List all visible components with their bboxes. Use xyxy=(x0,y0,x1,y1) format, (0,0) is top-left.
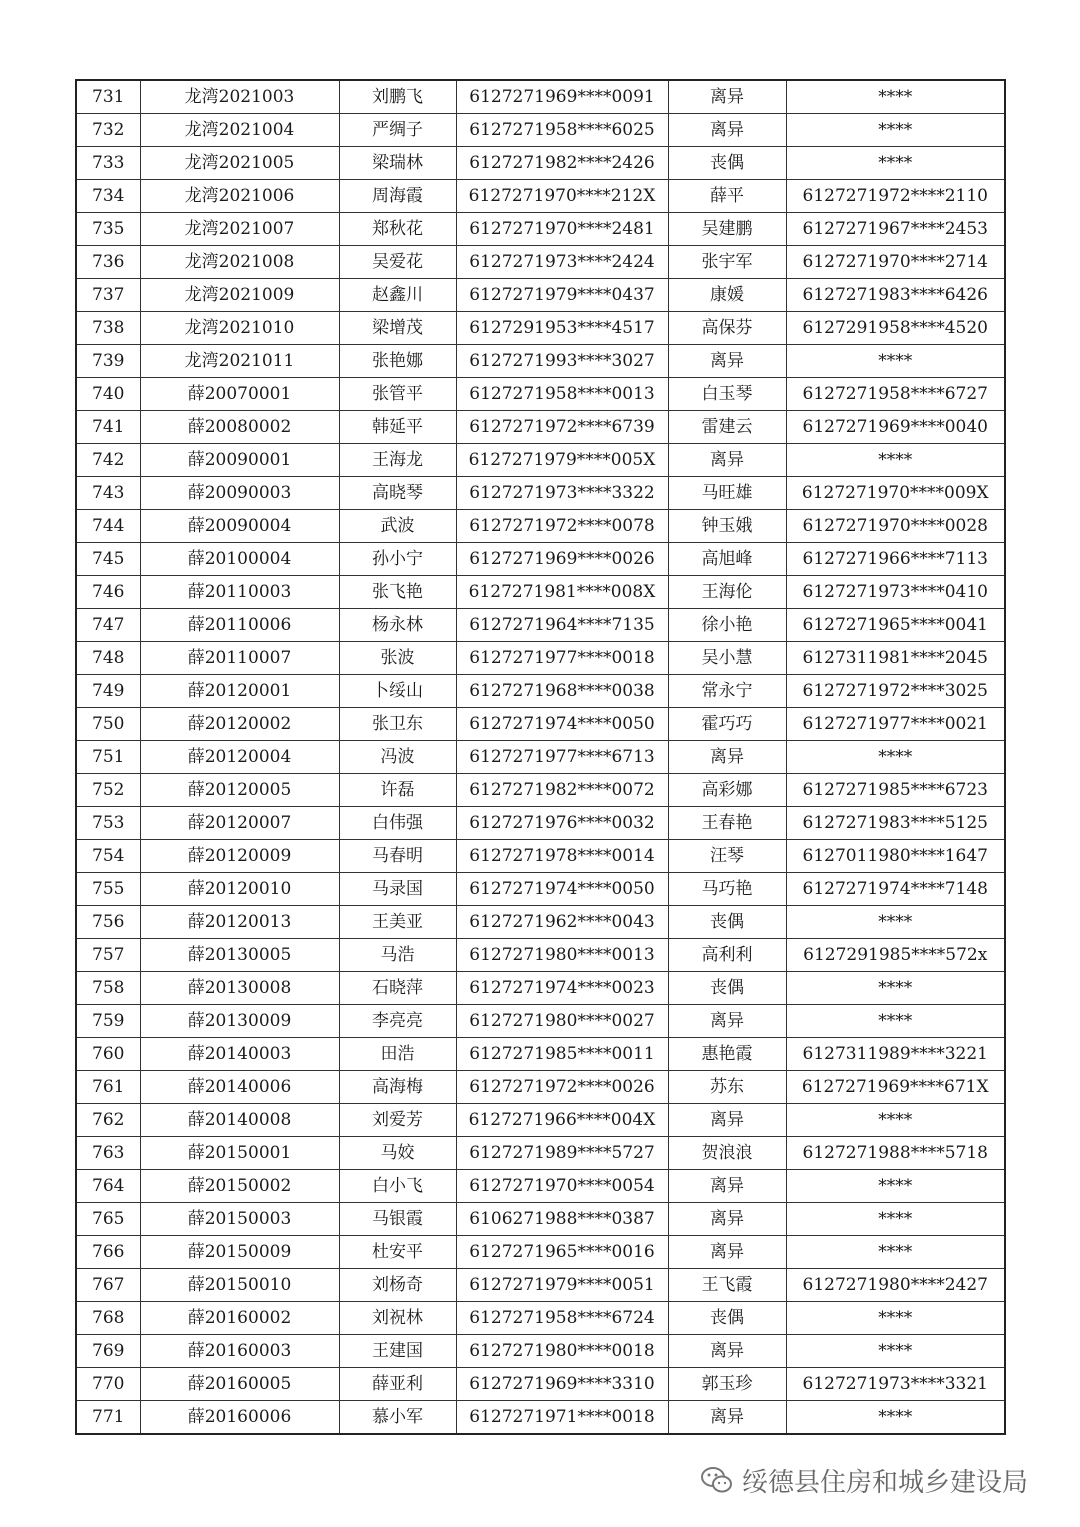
registration-code: 薛20110003 xyxy=(140,576,339,609)
spouse-id: 6127271970****009X xyxy=(786,477,1005,510)
applicant-name: 王建国 xyxy=(339,1335,456,1368)
applicant-id: 6127271958****6025 xyxy=(456,114,668,147)
applicant-id: 6127271989****5727 xyxy=(456,1137,668,1170)
row-number: 742 xyxy=(76,444,140,477)
row-number: 739 xyxy=(76,345,140,378)
spouse-name: 王海伦 xyxy=(668,576,786,609)
applicant-id: 6127271972****0026 xyxy=(456,1071,668,1104)
applicant-name: 赵鑫川 xyxy=(339,279,456,312)
registration-code: 薛20110006 xyxy=(140,609,339,642)
applicant-name: 刘鹏飞 xyxy=(339,80,456,114)
table-row xyxy=(76,807,1005,840)
row-number: 731 xyxy=(76,80,140,114)
table-row xyxy=(76,906,1005,939)
applicant-name: 张卫东 xyxy=(339,708,456,741)
spouse-name: 丧偶 xyxy=(668,1302,786,1335)
spouse-id: **** xyxy=(786,147,1005,180)
spouse-id: 6127271973****3321 xyxy=(786,1368,1005,1401)
applicant-name: 韩延平 xyxy=(339,411,456,444)
applicant-name: 石晓萍 xyxy=(339,972,456,1005)
applicant-id: 6127271965****0016 xyxy=(456,1236,668,1269)
spouse-name: 离异 xyxy=(668,1203,786,1236)
spouse-name: 张宇军 xyxy=(668,246,786,279)
spouse-name: 高利利 xyxy=(668,939,786,972)
spouse-id: **** xyxy=(786,345,1005,378)
row-number: 748 xyxy=(76,642,140,675)
row-number: 758 xyxy=(76,972,140,1005)
applicant-id: 6127271969****0091 xyxy=(456,80,668,114)
registration-code: 薛20150003 xyxy=(140,1203,339,1236)
table-row xyxy=(76,675,1005,708)
applicant-id: 6127271978****0014 xyxy=(456,840,668,873)
spouse-name: 丧偶 xyxy=(668,147,786,180)
table-row xyxy=(76,510,1005,543)
table-row xyxy=(76,1137,1005,1170)
registration-code: 龙湾2021011 xyxy=(140,345,339,378)
applicant-name: 王海龙 xyxy=(339,444,456,477)
applicant-id: 6127271966****004X xyxy=(456,1104,668,1137)
registration-code: 龙湾2021003 xyxy=(140,80,339,114)
row-number: 733 xyxy=(76,147,140,180)
spouse-id: **** xyxy=(786,80,1005,114)
row-number: 735 xyxy=(76,213,140,246)
applicant-name: 孙小宁 xyxy=(339,543,456,576)
spouse-name: 白玉琴 xyxy=(668,378,786,411)
applicant-name: 马银霞 xyxy=(339,1203,456,1236)
spouse-id: **** xyxy=(786,1170,1005,1203)
row-number: 740 xyxy=(76,378,140,411)
table-row xyxy=(76,444,1005,477)
registration-code: 薛20160005 xyxy=(140,1368,339,1401)
spouse-name: 贺浪浪 xyxy=(668,1137,786,1170)
spouse-name: 霍巧巧 xyxy=(668,708,786,741)
table-row xyxy=(76,80,1005,114)
applicant-name: 高晓琴 xyxy=(339,477,456,510)
applicant-name: 刘杨奇 xyxy=(339,1269,456,1302)
table-row xyxy=(76,1302,1005,1335)
registration-code: 薛20090003 xyxy=(140,477,339,510)
applicant-id: 6127271982****0072 xyxy=(456,774,668,807)
applicant-name: 张管平 xyxy=(339,378,456,411)
table-row xyxy=(76,1071,1005,1104)
row-number: 761 xyxy=(76,1071,140,1104)
spouse-id: **** xyxy=(786,1335,1005,1368)
applicant-id: 6127271970****0054 xyxy=(456,1170,668,1203)
row-number: 744 xyxy=(76,510,140,543)
table-row xyxy=(76,609,1005,642)
registration-code: 薛20120004 xyxy=(140,741,339,774)
spouse-name: 高彩娜 xyxy=(668,774,786,807)
applicant-name: 冯波 xyxy=(339,741,456,774)
registration-code: 薛20070001 xyxy=(140,378,339,411)
registration-code: 薛20130005 xyxy=(140,939,339,972)
applicant-name: 武波 xyxy=(339,510,456,543)
row-number: 737 xyxy=(76,279,140,312)
applicant-id: 6127271980****0013 xyxy=(456,939,668,972)
applicant-name: 白小飞 xyxy=(339,1170,456,1203)
spouse-id: 6127271970****0028 xyxy=(786,510,1005,543)
spouse-name: 马旺雄 xyxy=(668,477,786,510)
row-number: 769 xyxy=(76,1335,140,1368)
registration-code: 薛20100004 xyxy=(140,543,339,576)
row-number: 762 xyxy=(76,1104,140,1137)
spouse-name: 雷建云 xyxy=(668,411,786,444)
spouse-name: 离异 xyxy=(668,1104,786,1137)
row-number: 738 xyxy=(76,312,140,345)
table-row xyxy=(76,741,1005,774)
row-number: 751 xyxy=(76,741,140,774)
table-row xyxy=(76,1236,1005,1269)
applicant-id: 6127271970****212X xyxy=(456,180,668,213)
applicant-name: 白伟强 xyxy=(339,807,456,840)
spouse-id: 6127271983****6426 xyxy=(786,279,1005,312)
spouse-id: **** xyxy=(786,1236,1005,1269)
applicant-id: 6127271972****6739 xyxy=(456,411,668,444)
applicant-name: 梁增茂 xyxy=(339,312,456,345)
spouse-id: 6127291985****572x xyxy=(786,939,1005,972)
row-number: 736 xyxy=(76,246,140,279)
spouse-id: **** xyxy=(786,114,1005,147)
table-row xyxy=(76,1104,1005,1137)
spouse-name: 钟玉娥 xyxy=(668,510,786,543)
applicant-name: 田浩 xyxy=(339,1038,456,1071)
row-number: 754 xyxy=(76,840,140,873)
spouse-name: 常永宁 xyxy=(668,675,786,708)
row-number: 753 xyxy=(76,807,140,840)
row-number: 765 xyxy=(76,1203,140,1236)
table-row xyxy=(76,1203,1005,1236)
table-row xyxy=(76,312,1005,345)
spouse-name: 惠艳霞 xyxy=(668,1038,786,1071)
applicant-name: 许磊 xyxy=(339,774,456,807)
applicant-name: 严绸子 xyxy=(339,114,456,147)
applicant-name: 张波 xyxy=(339,642,456,675)
applicant-name: 马浩 xyxy=(339,939,456,972)
table-row xyxy=(76,147,1005,180)
applicant-id: 6127271980****0018 xyxy=(456,1335,668,1368)
table-row xyxy=(76,840,1005,873)
applicant-name: 梁瑞林 xyxy=(339,147,456,180)
spouse-id: **** xyxy=(786,1005,1005,1038)
applicant-name: 郑秋花 xyxy=(339,213,456,246)
spouse-id: **** xyxy=(786,972,1005,1005)
registration-code: 薛20140006 xyxy=(140,1071,339,1104)
spouse-id: 6127271977****0021 xyxy=(786,708,1005,741)
applicant-id: 6127271969****3310 xyxy=(456,1368,668,1401)
table-row xyxy=(76,576,1005,609)
registration-code: 薛20090004 xyxy=(140,510,339,543)
spouse-name: 丧偶 xyxy=(668,972,786,1005)
spouse-id: 6127271988****5718 xyxy=(786,1137,1005,1170)
table-row xyxy=(76,1005,1005,1038)
registration-code: 薛20150010 xyxy=(140,1269,339,1302)
applicant-id: 6127271969****0026 xyxy=(456,543,668,576)
spouse-id: 6127271958****6727 xyxy=(786,378,1005,411)
applicant-name: 刘祝林 xyxy=(339,1302,456,1335)
applicant-name: 王美亚 xyxy=(339,906,456,939)
spouse-name: 丧偶 xyxy=(668,906,786,939)
spouse-id: **** xyxy=(786,444,1005,477)
table-row xyxy=(76,708,1005,741)
row-number: 745 xyxy=(76,543,140,576)
table-body xyxy=(76,80,1005,1434)
spouse-id: 6127271985****6723 xyxy=(786,774,1005,807)
spouse-id: 6127271972****2110 xyxy=(786,180,1005,213)
table-row xyxy=(76,1401,1005,1435)
applicant-id: 6127271980****0027 xyxy=(456,1005,668,1038)
applicant-id: 6127271962****0043 xyxy=(456,906,668,939)
spouse-id: **** xyxy=(786,1203,1005,1236)
spouse-id: **** xyxy=(786,906,1005,939)
applicant-id: 6127271971****0018 xyxy=(456,1401,668,1435)
spouse-name: 离异 xyxy=(668,444,786,477)
table-row xyxy=(76,213,1005,246)
spouse-id: 6127271966****7113 xyxy=(786,543,1005,576)
housing-registry-table xyxy=(75,79,1006,1435)
applicant-id: 6127271974****0023 xyxy=(456,972,668,1005)
applicant-id: 6127271982****2426 xyxy=(456,147,668,180)
applicant-name: 马姣 xyxy=(339,1137,456,1170)
registration-code: 薛20160002 xyxy=(140,1302,339,1335)
spouse-name: 马巧艳 xyxy=(668,873,786,906)
applicant-id: 6127271979****0437 xyxy=(456,279,668,312)
spouse-name: 离异 xyxy=(668,1005,786,1038)
spouse-id: 6127271967****2453 xyxy=(786,213,1005,246)
table-row xyxy=(76,114,1005,147)
registration-code: 薛20110007 xyxy=(140,642,339,675)
row-number: 757 xyxy=(76,939,140,972)
registration-code: 薛20120005 xyxy=(140,774,339,807)
table-row xyxy=(76,939,1005,972)
spouse-id: **** xyxy=(786,1104,1005,1137)
spouse-name: 薛平 xyxy=(668,180,786,213)
row-number: 759 xyxy=(76,1005,140,1038)
applicant-id: 6127271958****6724 xyxy=(456,1302,668,1335)
spouse-name: 离异 xyxy=(668,1236,786,1269)
table-row xyxy=(76,543,1005,576)
applicant-id: 6127271977****0018 xyxy=(456,642,668,675)
row-number: 747 xyxy=(76,609,140,642)
spouse-name: 汪琴 xyxy=(668,840,786,873)
applicant-id: 6127271958****0013 xyxy=(456,378,668,411)
spouse-id: **** xyxy=(786,1302,1005,1335)
table-row xyxy=(76,345,1005,378)
table-row xyxy=(76,378,1005,411)
table-row xyxy=(76,972,1005,1005)
spouse-id: 6127271983****5125 xyxy=(786,807,1005,840)
applicant-name: 高海梅 xyxy=(339,1071,456,1104)
applicant-id: 6127271993****3027 xyxy=(456,345,668,378)
spouse-name: 离异 xyxy=(668,114,786,147)
applicant-id: 6127271968****0038 xyxy=(456,675,668,708)
applicant-name: 卜绥山 xyxy=(339,675,456,708)
applicant-name: 薛亚利 xyxy=(339,1368,456,1401)
row-number: 749 xyxy=(76,675,140,708)
row-number: 734 xyxy=(76,180,140,213)
registration-code: 薛20150001 xyxy=(140,1137,339,1170)
spouse-id: 6127311989****3221 xyxy=(786,1038,1005,1071)
row-number: 766 xyxy=(76,1236,140,1269)
applicant-id: 6127271974****0050 xyxy=(456,873,668,906)
row-number: 771 xyxy=(76,1401,140,1435)
registration-code: 龙湾2021005 xyxy=(140,147,339,180)
applicant-id: 6106271988****0387 xyxy=(456,1203,668,1236)
row-number: 743 xyxy=(76,477,140,510)
registration-code: 薛20090001 xyxy=(140,444,339,477)
spouse-name: 高旭峰 xyxy=(668,543,786,576)
registration-code: 龙湾2021008 xyxy=(140,246,339,279)
applicant-id: 6127271973****3322 xyxy=(456,477,668,510)
row-number: 760 xyxy=(76,1038,140,1071)
registration-code: 龙湾2021007 xyxy=(140,213,339,246)
spouse-id: 6127271969****0040 xyxy=(786,411,1005,444)
applicant-id: 6127271970****2481 xyxy=(456,213,668,246)
row-number: 770 xyxy=(76,1368,140,1401)
applicant-id: 6127271964****7135 xyxy=(456,609,668,642)
spouse-name: 吴小慧 xyxy=(668,642,786,675)
applicant-name: 张艳娜 xyxy=(339,345,456,378)
registration-code: 薛20160003 xyxy=(140,1335,339,1368)
registration-code: 薛20120010 xyxy=(140,873,339,906)
applicant-id: 6127291953****4517 xyxy=(456,312,668,345)
spouse-id: **** xyxy=(786,1401,1005,1435)
registration-code: 薛20160006 xyxy=(140,1401,339,1435)
spouse-name: 高保芬 xyxy=(668,312,786,345)
registration-code: 薛20150009 xyxy=(140,1236,339,1269)
row-number: 755 xyxy=(76,873,140,906)
spouse-name: 王春艳 xyxy=(668,807,786,840)
applicant-id: 6127271972****0078 xyxy=(456,510,668,543)
registration-code: 薛20130009 xyxy=(140,1005,339,1038)
watermark xyxy=(700,1460,1028,1500)
applicant-name: 吴爱花 xyxy=(339,246,456,279)
applicant-name: 周海霞 xyxy=(339,180,456,213)
table-row xyxy=(76,1335,1005,1368)
registration-code: 薛20140003 xyxy=(140,1038,339,1071)
row-number: 741 xyxy=(76,411,140,444)
registration-code: 薛20080002 xyxy=(140,411,339,444)
spouse-id: 6127271972****3025 xyxy=(786,675,1005,708)
applicant-id: 6127271979****0051 xyxy=(456,1269,668,1302)
applicant-id: 6127271979****005X xyxy=(456,444,668,477)
row-number: 767 xyxy=(76,1269,140,1302)
table-row xyxy=(76,1038,1005,1071)
spouse-name: 离异 xyxy=(668,1170,786,1203)
table-row xyxy=(76,1269,1005,1302)
applicant-name: 杜安平 xyxy=(339,1236,456,1269)
spouse-name: 吴建鹏 xyxy=(668,213,786,246)
applicant-id: 6127271981****008X xyxy=(456,576,668,609)
applicant-name: 慕小军 xyxy=(339,1401,456,1435)
spouse-name: 康媛 xyxy=(668,279,786,312)
applicant-name: 刘爱芳 xyxy=(339,1104,456,1137)
spouse-id: 6127271969****671X xyxy=(786,1071,1005,1104)
table-row xyxy=(76,411,1005,444)
spouse-name: 离异 xyxy=(668,741,786,774)
row-number: 756 xyxy=(76,906,140,939)
registration-code: 薛20120013 xyxy=(140,906,339,939)
spouse-name: 王飞霞 xyxy=(668,1269,786,1302)
registration-code: 薛20150002 xyxy=(140,1170,339,1203)
applicant-name: 李亮亮 xyxy=(339,1005,456,1038)
applicant-id: 6127271977****6713 xyxy=(456,741,668,774)
applicant-name: 马春明 xyxy=(339,840,456,873)
registration-code: 龙湾2021010 xyxy=(140,312,339,345)
spouse-id: 6127271965****0041 xyxy=(786,609,1005,642)
table-row xyxy=(76,774,1005,807)
applicant-name: 张飞艳 xyxy=(339,576,456,609)
registration-code: 龙湾2021009 xyxy=(140,279,339,312)
spouse-id: 6127011980****1647 xyxy=(786,840,1005,873)
spouse-id: 6127271973****0410 xyxy=(786,576,1005,609)
spouse-id: **** xyxy=(786,741,1005,774)
spouse-id: 6127271974****7148 xyxy=(786,873,1005,906)
table-row xyxy=(76,279,1005,312)
registration-code: 薛20120009 xyxy=(140,840,339,873)
registration-code: 薛20130008 xyxy=(140,972,339,1005)
table-row xyxy=(76,477,1005,510)
wechat-icon xyxy=(700,1465,734,1495)
spouse-id: 6127271970****2714 xyxy=(786,246,1005,279)
spouse-name: 苏东 xyxy=(668,1071,786,1104)
spouse-name: 离异 xyxy=(668,345,786,378)
table-row xyxy=(76,180,1005,213)
spouse-id: 6127291958****4520 xyxy=(786,312,1005,345)
spouse-name: 离异 xyxy=(668,1401,786,1435)
watermark-text: 绥德县住房和城乡建设局 xyxy=(742,1467,1029,1498)
row-number: 732 xyxy=(76,114,140,147)
registration-code: 薛20120002 xyxy=(140,708,339,741)
table-row xyxy=(76,873,1005,906)
table-row xyxy=(76,246,1005,279)
spouse-name: 离异 xyxy=(668,80,786,114)
table-row xyxy=(76,1170,1005,1203)
applicant-id: 6127271973****2424 xyxy=(456,246,668,279)
row-number: 746 xyxy=(76,576,140,609)
applicant-id: 6127271985****0011 xyxy=(456,1038,668,1071)
table-row xyxy=(76,1368,1005,1401)
row-number: 764 xyxy=(76,1170,140,1203)
spouse-name: 离异 xyxy=(668,1335,786,1368)
applicant-name: 马录国 xyxy=(339,873,456,906)
table-row xyxy=(76,642,1005,675)
registration-code: 薛20120001 xyxy=(140,675,339,708)
spouse-name: 徐小艳 xyxy=(668,609,786,642)
spouse-id: 6127311981****2045 xyxy=(786,642,1005,675)
row-number: 768 xyxy=(76,1302,140,1335)
registration-code: 薛20120007 xyxy=(140,807,339,840)
spouse-id: 6127271980****2427 xyxy=(786,1269,1005,1302)
applicant-id: 6127271974****0050 xyxy=(456,708,668,741)
row-number: 750 xyxy=(76,708,140,741)
row-number: 763 xyxy=(76,1137,140,1170)
applicant-id: 6127271976****0032 xyxy=(456,807,668,840)
applicant-name: 杨永林 xyxy=(339,609,456,642)
spouse-name: 郭玉珍 xyxy=(668,1368,786,1401)
row-number: 752 xyxy=(76,774,140,807)
registration-code: 龙湾2021006 xyxy=(140,180,339,213)
registration-code: 薛20140008 xyxy=(140,1104,339,1137)
registration-code: 龙湾2021004 xyxy=(140,114,339,147)
